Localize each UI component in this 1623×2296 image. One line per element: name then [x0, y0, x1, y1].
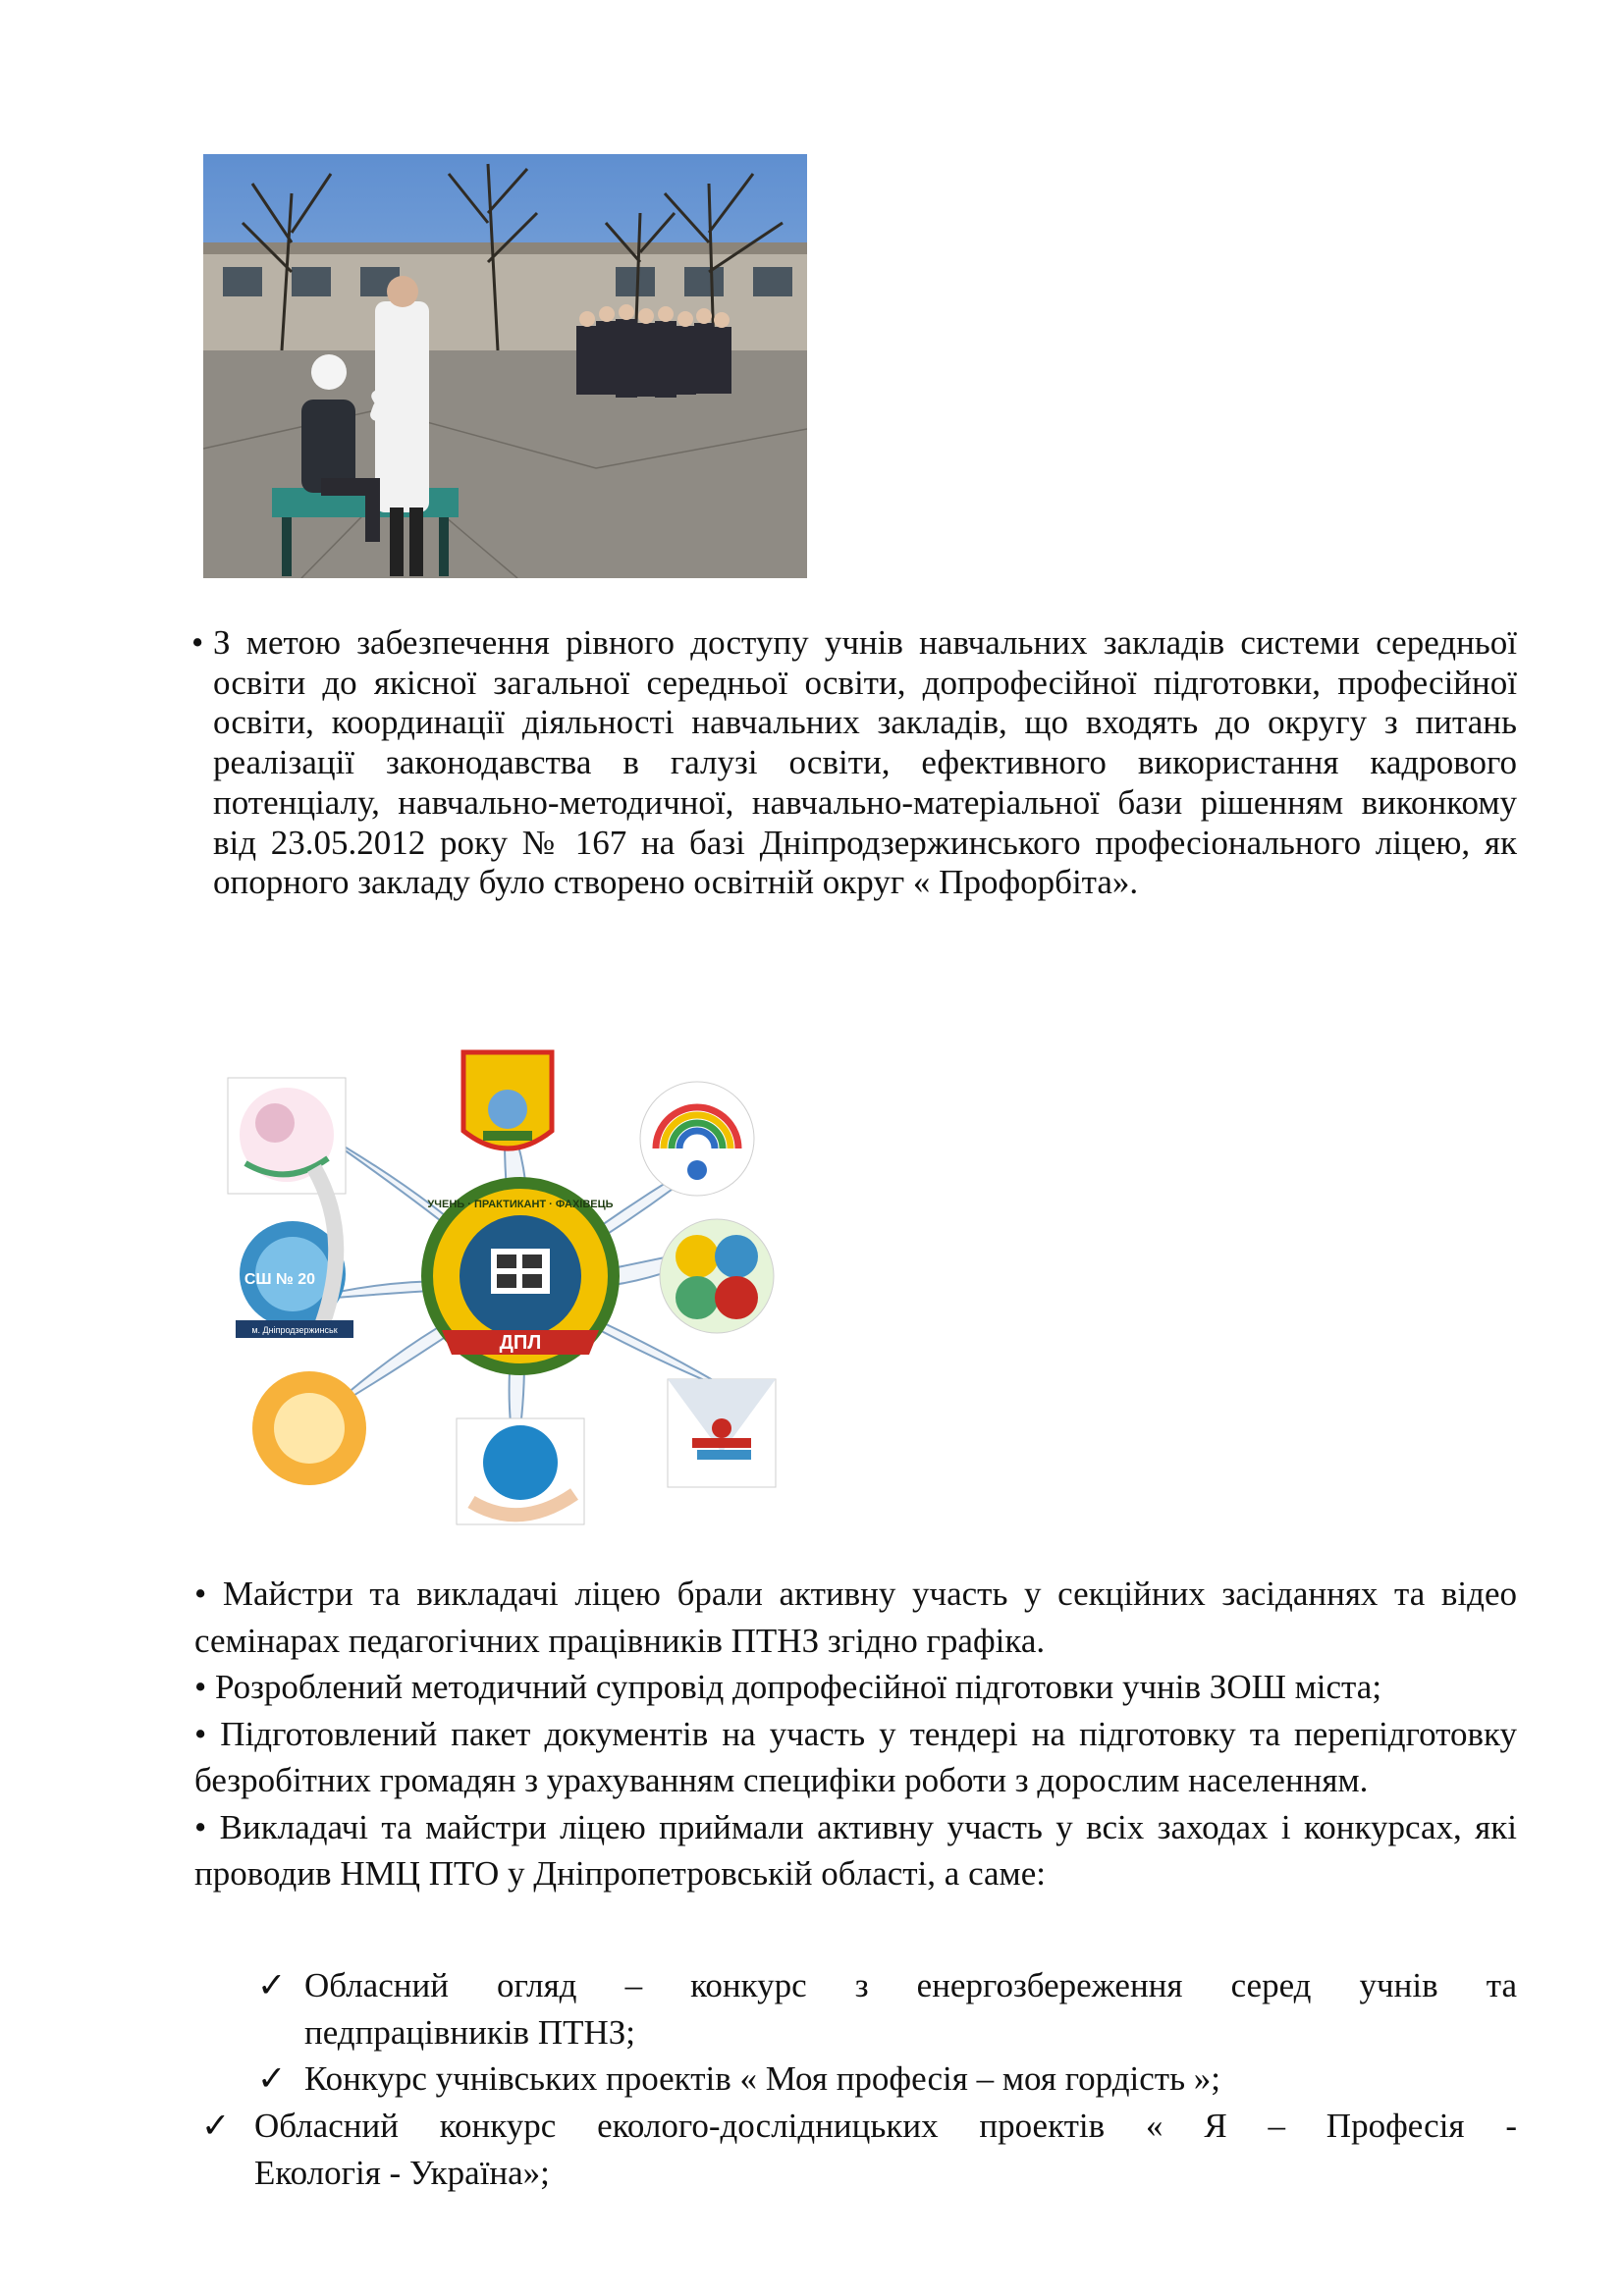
check-item-text: Конкурс учнівських проектів « Моя професія – моя гордість »;	[304, 2059, 1221, 2098]
check-item-text: Екологія - Україна»;	[254, 2153, 550, 2192]
educational-district-diagram	[206, 1041, 835, 1541]
list-item: • Майстри та викладачі ліцею брали активну участь у секційних засіданнях та відео семінарах педагогічних працівників ПТНЗ згідно графіка.	[194, 1575, 1517, 1660]
check-item	[257, 2056, 1517, 2103]
bullet: •	[191, 623, 204, 662]
schoolyard-photo	[203, 154, 807, 578]
checkmark-icon: ✓	[257, 2059, 287, 2098]
left-logo-caption: м. Дніпродзержинськ	[251, 1325, 338, 1335]
intro-paragraph	[191, 623, 1517, 903]
list-item: • Розроблений методичний супровід допрофесійної підготовки учнів ЗОШ міста;	[194, 1668, 1382, 1706]
check-item-text: педпрацівників ПТНЗ;	[304, 2012, 636, 2052]
center-arc-text: УЧЕНЬ · ПРАКТИКАНТ · ФАХІВЕЦЬ	[427, 1199, 614, 1210]
check-item	[257, 1962, 1517, 2056]
center-ribbon-text: ДПЛ	[499, 1332, 542, 1354]
district-logos-diagram	[206, 1041, 835, 1541]
left-logo-text: СШ № 20	[243, 1271, 316, 1288]
list-item: • Викладачі та майстри ліцею приймали активну участь у всіх заходах і конкурсах, які проводив НМЦ ПТО у Дніпропетровській області, а саме:	[194, 1807, 1517, 1893]
checkmark-icon: ✓	[201, 2107, 231, 2145]
check-item-text: Обласний огляд – конкурс з енергозбереження серед учнів та	[304, 1966, 1517, 2004]
list-item: • Підготовлений пакет документів на участь у тендері на підготовку та перепідготовку безробітних громадян з урахуванням специфіки роботи з дорослим населенням.	[194, 1714, 1517, 1799]
check-item-text: Обласний конкурс еколого-дослідницьких проектів « Я – Професія -	[254, 2107, 1517, 2145]
check-item	[201, 2103, 1517, 2196]
activities-list	[194, 1571, 1517, 1897]
checkmark-icon: ✓	[257, 1966, 287, 2004]
intro-paragraph-text: З метою забезпечення рівного доступу учнів навчальних закладів системи середньої освіти до якісної загальної середньої освіти, допрофесійної підготовки, професійної освіти, координації діяльності навчальних закладів, що входять до округу з питань реалізації законодавства в галузі освіти, ефективного використання кадрового потенціалу, навчально-методичної, навчально-матеріальної бази рішенням виконкому від 23.05.2012 року № 167 на базі Дніпродзержинського професіонального ліцею, як опорного закладу було створено освітній округ « Профорбіта».	[213, 623, 1517, 902]
photo-illustration	[203, 154, 807, 578]
